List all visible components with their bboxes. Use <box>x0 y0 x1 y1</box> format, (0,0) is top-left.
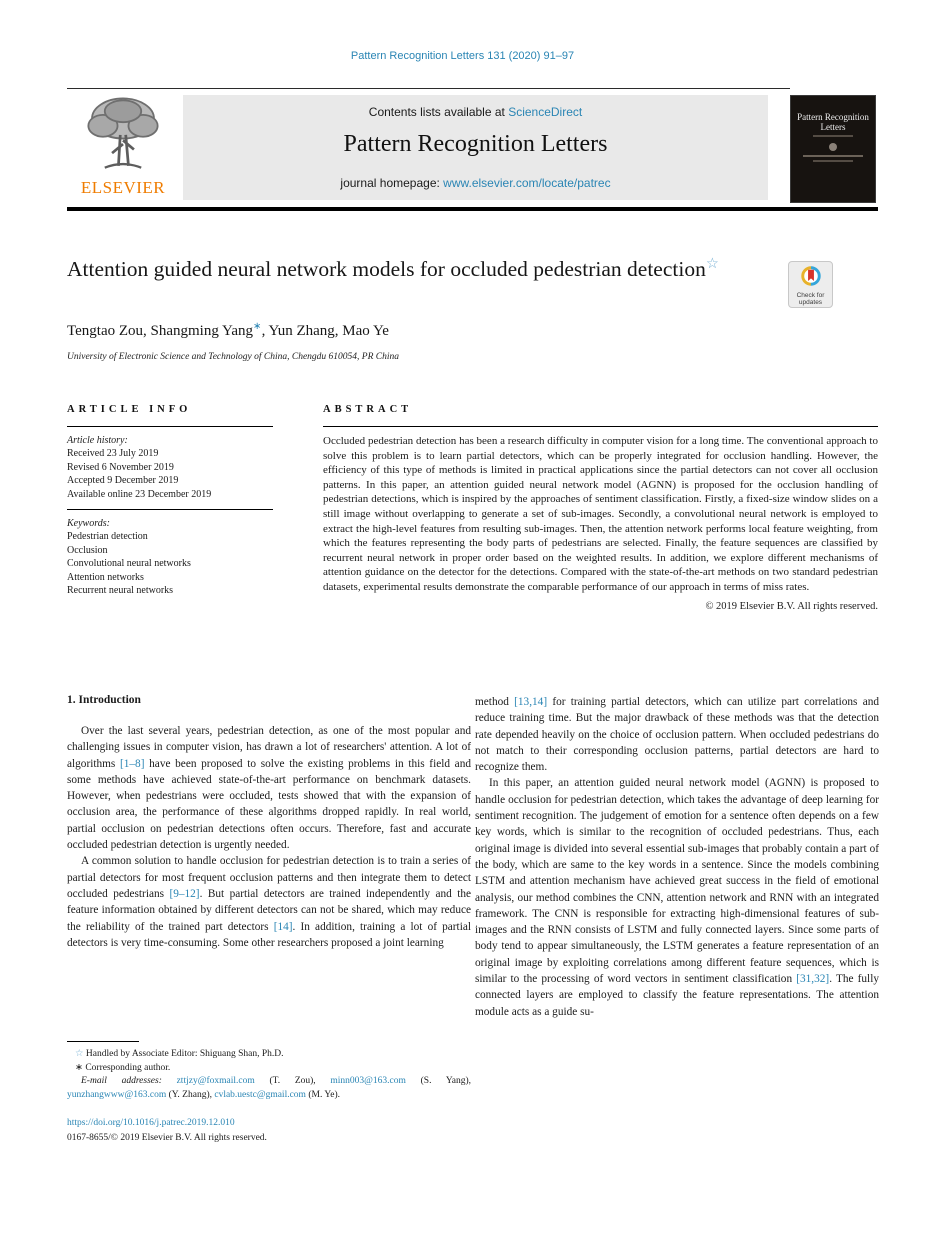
elsevier-wordmark: ELSEVIER <box>80 178 166 197</box>
corresponding-author-mark[interactable]: ∗ <box>253 321 262 332</box>
cover-decor-line <box>813 135 853 137</box>
ref-link[interactable]: [31,32] <box>796 973 830 986</box>
email-link[interactable]: zttjzy@foxmail.com <box>176 1076 255 1087</box>
intro-paragraph: In this paper, an attention guided neural network model (AGNN) is proposed to handle occlusion for pedestrian detection, which takes the advantage of deep learning for sentiment recognition. The judgement of emotion for a sentence often depends on a few key words, which is similar to the recognition of occluded pedestrians. Thus, each original image is divided into several essential sub-images that probably contain a part of the body, which are same to the key words in a sentence. Since the models combining LSTM and attention mechanism have achieved great success in the field of emotional analysis, our method combines the CNN, attention network and RNN with an integrated framework. The CNN is responsible for extracting high-dimensional features of sub-images and the RNN consists of LSTM and fully connected layers. Since some parts of body tend to appear simultaneously, the LSTM generates a feature representation of an original image by exploiting correlations among different feature sequences, which is similar to the processing of word vectors in sentiment classification [31,32]. The fully connected layers are employed to classify the feature representations. The attention module acts as a guide su- <box>475 777 879 1018</box>
masthead <box>183 95 768 200</box>
editor-footnote: ☆ Handled by Associate Editor: Shiguang Shan, Ph.D. <box>75 1049 284 1059</box>
journal-cover-thumbnail[interactable] <box>790 95 876 203</box>
intro-paragraph: A common solution to handle occlusion for pedestrian detection is to train a series of partial detectors for most frequent occlusion patterns and then integrate them to detect occluded pedestrians [9–12]. But partial detectors are trained independently and the feature information obtained by different detectors can not be shared, which may reduce the reliability of the trained part detectors [14]. In addition, training a lot of partial detectors is very time-consuming. Some other researchers proposed a joint learning <box>67 855 471 949</box>
article-info-rule <box>67 509 273 510</box>
email-link[interactable]: minn003@163.com <box>330 1076 406 1087</box>
ref-link[interactable]: [9–12] <box>169 887 200 900</box>
sciencedirect-link[interactable]: ScienceDirect <box>508 105 583 119</box>
running-head-citation: Pattern Recognition Letters 131 (2020) 91–97 <box>350 50 575 62</box>
history-item: Available online 23 December 2019 <box>67 488 212 500</box>
check-for-updates-label: Check for updates <box>796 292 825 306</box>
elsevier-tree-icon <box>77 162 169 179</box>
keyword-item: Pedestrian detection <box>67 531 148 543</box>
page-footer <box>67 1116 471 1145</box>
journal-homepage-link[interactable]: www.elsevier.com/locate/patrec <box>443 176 611 190</box>
elsevier-logo[interactable] <box>67 93 179 201</box>
journal-homepage-line: journal homepage: www.elsevier.com/locate/patrec <box>340 176 611 190</box>
email-link[interactable]: cvlab.uestc@gmail.com <box>214 1089 306 1100</box>
keyword-item: Occlusion <box>67 544 108 556</box>
article-info-rule <box>67 426 273 427</box>
header-top-rule <box>67 88 790 89</box>
ref-link[interactable]: [1–8] <box>120 757 145 770</box>
doi-link[interactable]: https://doi.org/10.1016/j.patrec.2019.12.010 <box>67 1118 235 1128</box>
body-column-left <box>67 694 471 951</box>
affiliation: University of Electronic Science and Technology of China, Chengdu 610054, PR China <box>67 352 400 362</box>
keyword-item: Convolutional neural networks <box>67 558 191 570</box>
article-title: Attention guided neural network models for occluded pedestrian detection☆ <box>67 256 719 282</box>
body-column-right <box>475 694 879 1020</box>
article-info-column <box>67 404 273 597</box>
ref-link[interactable]: [14] <box>273 920 293 933</box>
history-item: Accepted 9 December 2019 <box>67 475 179 487</box>
cover-decor-line <box>813 160 853 162</box>
check-for-updates-badge[interactable] <box>788 261 833 308</box>
abstract-rule <box>323 426 878 427</box>
crossmark-icon <box>800 274 822 291</box>
cover-decor-line <box>803 155 863 157</box>
keyword-item: Recurrent neural networks <box>67 585 174 597</box>
email-link[interactable]: yunzhangwww@163.com <box>67 1089 167 1100</box>
section-heading-introduction: 1. Introduction <box>67 694 141 706</box>
footnote-star-mark: ☆ <box>75 1049 86 1059</box>
cover-emblem-icon <box>829 143 837 151</box>
history-item: Received 23 July 2019 <box>67 448 159 460</box>
contents-lists-line: Contents lists available at ScienceDirect <box>368 105 583 119</box>
intro-paragraph: Over the last several years, pedestrian detection, as one of the most popular and challenging issues in computer vision, has drawn a lot of researchers' attention. A lot of algorithms [1–8] have been proposed to solve the existing problems in this field and some methods have achieved state-of-the-art performance on benchmark datasets. However, when pedestrians were occluded, tests showed that with the expansion of occlusion area, the performance of these algorithms dropped rapidly. In real world, partial occlusion on pedestrian detections often occurs. Therefore, fast and accurate occluded pedestrian detection is urgently needed. <box>67 725 471 852</box>
keyword-item: Attention networks <box>67 571 144 583</box>
copyright-line: © 2019 Elsevier B.V. All rights reserved. <box>705 600 878 612</box>
footnote-rule <box>67 1041 139 1042</box>
corresponding-author-footnote: ∗ Corresponding author. <box>75 1062 171 1073</box>
email-addresses-footnote: E-mail addresses: zttjzy@foxmail.com (T. Zou), minn003@163.com (S. Yang), yunzhangwww@163.com (Y. Zhang), cvlab.uestc@gmail.com (M. Ye). <box>67 1076 471 1100</box>
article-info-heading: ARTICLE INFO <box>67 404 192 415</box>
history-item: Revised 6 November 2019 <box>67 461 174 473</box>
issn-copyright-line: 0167-8655/© 2019 Elsevier B.V. All rights reserved. <box>67 1132 267 1143</box>
article-history-label: Article history: <box>67 435 128 446</box>
title-footnote-star[interactable]: ☆ <box>705 256 719 272</box>
abstract-text: Occluded pedestrian detection has been a research difficulty in computer vision for a long time. The conventional approach to solve this problem is to learn partial detectors, which can be properly integrated for occlusion handling. However, the efficiency of this type of methods is limited in practical applications since the partial detectors can not cover all occlusion patterns. In this paper, an attention guided neural network model (AGNN) is proposed for the occlusion handling of pedestrian detections, which is inspired by the approaches of sentiment classification. Firstly, a fixed-size window slides on a still image without overlapping to generate a set of sub-images. Secondly, a convolutional neural network is employed to extract the high-level features from resulting sub-images. Then, the attention network performs local feature weighting, from which the features representing the body parts of pedestrians are selected. Finally, the feature sequences are classified by recurrent neural network in proper order based on the weighted results. In addition, we explore different mechanisms of attention guidance on the detector for the detections. Compared with the state-of-the-art methods on two standard pedestrian datasets, experimental results demonstrate the comparable performance of our approach in terms of miss rates. <box>323 435 878 593</box>
cover-title: Pattern Recognition Letters <box>797 112 869 132</box>
keywords-label: Keywords: <box>67 518 110 530</box>
ref-link[interactable]: [13,14] <box>514 696 548 708</box>
abstract-heading: ABSTRACT <box>323 404 413 415</box>
abstract-column <box>323 404 878 612</box>
journal-title: Pattern Recognition Letters <box>343 131 608 157</box>
author-list: Tengtao Zou, Shangming Yang∗, Yun Zhang, Mao Ye <box>67 321 389 339</box>
masthead-bottom-rule <box>67 207 878 211</box>
intro-paragraph: method [13,14] for training partial detectors, which can utilize part correlations and reduce training time. But the major drawback of these methods was that the detection rate depended heavily on the choice of occlusion pattern. When occluded pedestrians do not match to their corresponding occlusion patterns, partial detectors are hard to recognize them. <box>475 696 880 774</box>
footnote-block <box>67 1041 471 1102</box>
footnote-asterisk-mark: ∗ <box>75 1062 86 1073</box>
